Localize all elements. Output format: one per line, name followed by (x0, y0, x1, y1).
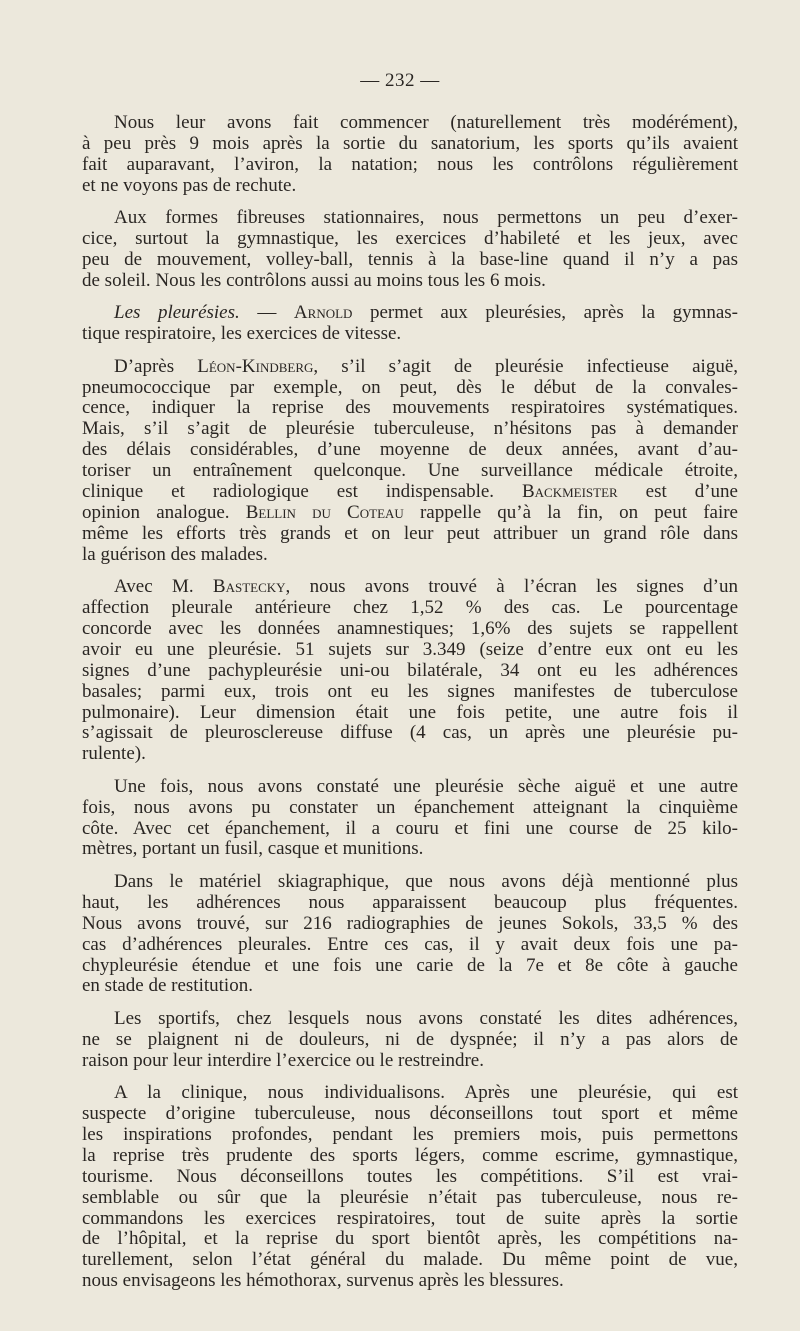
text-line (82, 503, 738, 524)
section-heading: Les pleurésies. (114, 302, 240, 324)
text-line: mètres, portant un fusil, casque et munitions. (82, 838, 424, 860)
text-line: et ne voyons pas de rechute. (82, 174, 297, 196)
text-line: Nous avons trouvé, sur 216 radiographies de jeunes Sokols, 33,5 % des (82, 912, 738, 934)
text-line: rulente). (82, 743, 146, 765)
text-line: côte. Avec cet épanchement, il a couru et fini une course de 25 kilo- (82, 817, 738, 839)
text-line: de l’hôpital, et la reprise du sport bientôt après, les compétitions na- (82, 1228, 738, 1250)
text-line: affection pleurale antérieure chez 1,52 % des cas. Le pourcentage (82, 597, 738, 619)
text-line: basales; parmi eux, trois ont eu les signes manifestes de tuberculose (82, 680, 738, 702)
text-segment: rappelle qu’à la fin, on peut faire (403, 501, 738, 523)
text-line: haut, les adhérences nous apparaissent beaucoup plus fréquentes. (82, 891, 738, 913)
text-line: pulmonaire). Leur dimension était une fois petite, une autre fois il (82, 701, 738, 723)
text-line: pneumococcique par exemple, on peut, dès le début de la convales- (82, 376, 738, 398)
text-line: nous envisageons les hémothorax, survenus après les blessures. (82, 1270, 564, 1292)
text-line: même les efforts très grands et on leur peut attribuer un grand rôle dans (82, 522, 738, 544)
text-line: de soleil. Nous les contrôlons aussi au moins tous les 6 mois. (82, 269, 546, 291)
paragraph (82, 872, 738, 997)
text-line: avoir eu une pleurésie. 51 sujets sur 3.349 (seize d’entre eux ont eu les (82, 638, 738, 660)
text-line: cice, surtout la gymnastique, les exercices d’habileté et les jeux, avec (82, 228, 738, 250)
author-name: Bastecky (212, 576, 286, 598)
text-line: Les sportifs, chez lesquels nous avons constaté les dites adhérences, (114, 1007, 738, 1029)
text-line (82, 357, 738, 378)
text-line (82, 577, 738, 598)
author-name: Arnold (293, 302, 353, 324)
author-name: Bellin du Coteau (245, 501, 404, 523)
paragraph (82, 1009, 738, 1072)
text-segment: opinion analogue. (82, 501, 246, 523)
text-line: des délais considérables, d’une moyenne de deux années, avant d’au- (82, 439, 738, 461)
text-line: Une fois, nous avons constaté une pleurésie sèche aiguë et une autre (114, 775, 738, 797)
text-line: cence, indiquer la reprise des mouvements respiratoires systématiques. (82, 397, 738, 419)
text-line: cas d’adhérences pleurales. Entre ces cas, il y avait deux fois une pa- (82, 933, 738, 955)
text-line: toriser un entraînement quelconque. Une surveillance médicale étroite, (82, 460, 738, 482)
text-line: chypleurésie étendue et une fois une carie de la 7e et 8e côte à gauche (82, 954, 738, 976)
text-segment: — (239, 302, 294, 324)
body-text (82, 113, 738, 1304)
text-line: A la clinique, nous individualisons. Après une pleurésie, qui est (114, 1082, 738, 1104)
text-line: la reprise très prudente des sports légers, comme escrime, gymnastique, (82, 1144, 738, 1166)
paragraph (82, 777, 738, 861)
text-line: ne se plaignent ni de douleurs, ni de dyspnée; il n’y a pas alors de (82, 1028, 738, 1050)
text-line: la guérison des malades. (82, 543, 268, 565)
text-segment: , s’il s’agit de pleurésie infectieuse aiguë, (313, 355, 738, 377)
text-segment: est d’une (617, 481, 738, 503)
text-line: en stade de restitution. (82, 975, 253, 997)
text-segment: permet aux pleurésies, après la gymnas- (352, 302, 739, 324)
text-segment: clinique et radiologique est indispensable. (82, 481, 522, 503)
paragraph (82, 577, 738, 765)
text-line: suspecte d’origine tuberculeuse, nous déconseillons tout sport et même (82, 1103, 738, 1125)
paragraph (82, 113, 738, 197)
text-line: Mais, s’il s’agit de pleurésie tuberculeuse, n’hésitons pas à demander (82, 418, 738, 440)
author-name: Léon-Kindberg (197, 355, 314, 377)
text-line (82, 482, 738, 503)
text-line: turellement, selon l’état général du malade. Du même point de vue, (82, 1249, 738, 1271)
text-line: à peu près 9 mois après la sortie du sanatorium, les sports qu’ils avaient (82, 132, 738, 154)
text-line: s’agissait de pleurosclereuse diffuse (4 cas, un après une pleurésie pu- (82, 722, 738, 744)
page-number: — 232 — (360, 70, 440, 91)
text-line (82, 303, 738, 324)
text-line: Nous leur avons fait commencer (naturellement très modérément), (114, 112, 738, 133)
text-line: semblable ou sûr que la pleurésie n’était pas tuberculeuse, nous re- (82, 1186, 738, 1208)
text-line: fois, nous avons pu constater un épanchement atteignant la cinquième (82, 796, 738, 818)
text-line: Aux formes fibreuses stationnaires, nous permettons un peu d’exer- (114, 207, 738, 229)
paragraph (82, 303, 738, 345)
text-line: tique respiratoire, les exercices de vitesse. (82, 323, 402, 345)
author-name: Backmeister (521, 481, 618, 503)
text-line: peu de mouvement, volley-ball, tennis à la base-line quand il n’y a pas (82, 248, 738, 270)
text-line: commandons les exercices respiratoires, tout de suite après la sortie (82, 1207, 738, 1229)
text-line: fait auparavant, l’aviron, la natation; nous les contrôlons régulièrement (82, 153, 738, 175)
text-line: signes d’une pachypleurésie uni-ou bilatérale, 34 ont eu les adhérences (82, 659, 738, 681)
paragraph (82, 1083, 738, 1292)
text-line: raison pour leur interdire l’exercice ou le restreindre. (82, 1049, 484, 1071)
text-line: tourisme. Nous déconseillons toutes les compétitions. S’il est vrai- (82, 1165, 738, 1187)
text-segment: D’après (114, 355, 198, 377)
text-line: les inspirations profondes, pendant les premiers mois, puis permettons (82, 1123, 738, 1145)
text-line: concorde avec les données anamnestiques; 1,6% des sujets se rappellent (82, 617, 738, 639)
text-segment: Avec M. (114, 576, 213, 598)
text-segment: , nous avons trouvé à l’écran les signes d’un (285, 576, 739, 598)
paragraph (82, 208, 738, 292)
text-line: Dans le matériel skiagraphique, que nous avons déjà mentionné plus (114, 870, 738, 892)
paragraph (82, 357, 738, 566)
